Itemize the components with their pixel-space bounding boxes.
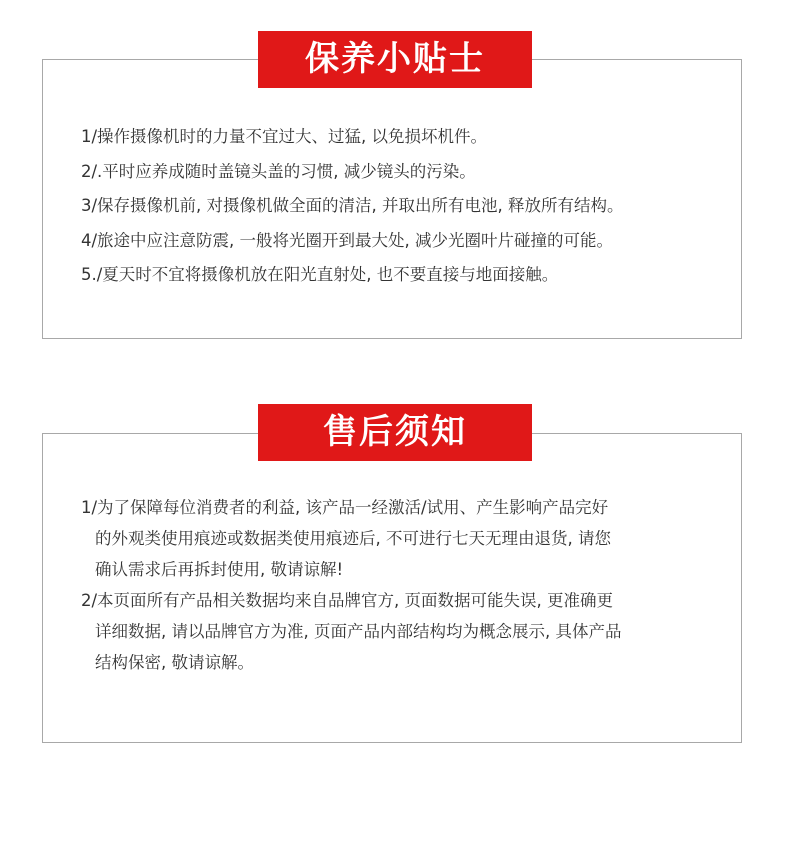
- tip-item: 1/操作摄像机时的力量不宜过大、过猛, 以免损坏机件。: [81, 127, 488, 146]
- notice-line: 确认需求后再拆封使用, 敬请谅解!: [95, 560, 344, 579]
- notice-line: 1/为了保障每位消费者的利益, 该产品一经激活/试用、产生影响产品完好: [81, 498, 609, 517]
- notice-line: 详细数据, 请以品牌官方为准, 页面产品内部结构均为概念展示, 具体产品: [95, 622, 622, 641]
- notice-line: 的外观类使用痕迹或数据类使用痕迹后, 不可进行七天无理由退货, 请您: [95, 529, 611, 548]
- after-sales-list: [81, 492, 721, 678]
- after-sales-title: 售后须知: [258, 404, 532, 461]
- tip-item: 3/保存摄像机前, 对摄像机做全面的清洁, 并取出所有电池, 释放所有结构。: [81, 196, 624, 215]
- after-sales-panel: [42, 433, 742, 743]
- notice-line: 结构保密, 敬请谅解。: [95, 653, 254, 672]
- tip-item: 2/.平时应养成随时盖镜头盖的习惯, 减少镜头的污染。: [81, 161, 476, 181]
- tip-item: 4/旅途中应注意防震, 一般将光圈开到最大处, 减少光圈叶片碰撞的可能。: [81, 230, 614, 250]
- notice-item: [81, 492, 721, 585]
- notice-line: 2/本页面所有产品相关数据均来自品牌官方, 页面数据可能失误, 更准确更: [81, 591, 614, 610]
- notice-item: [81, 585, 721, 678]
- maintenance-tips-title: 保养小贴士: [258, 31, 532, 88]
- tip-item: 5./夏天时不宜将摄像机放在阳光直射处, 也不要直接与地面接触。: [81, 265, 559, 284]
